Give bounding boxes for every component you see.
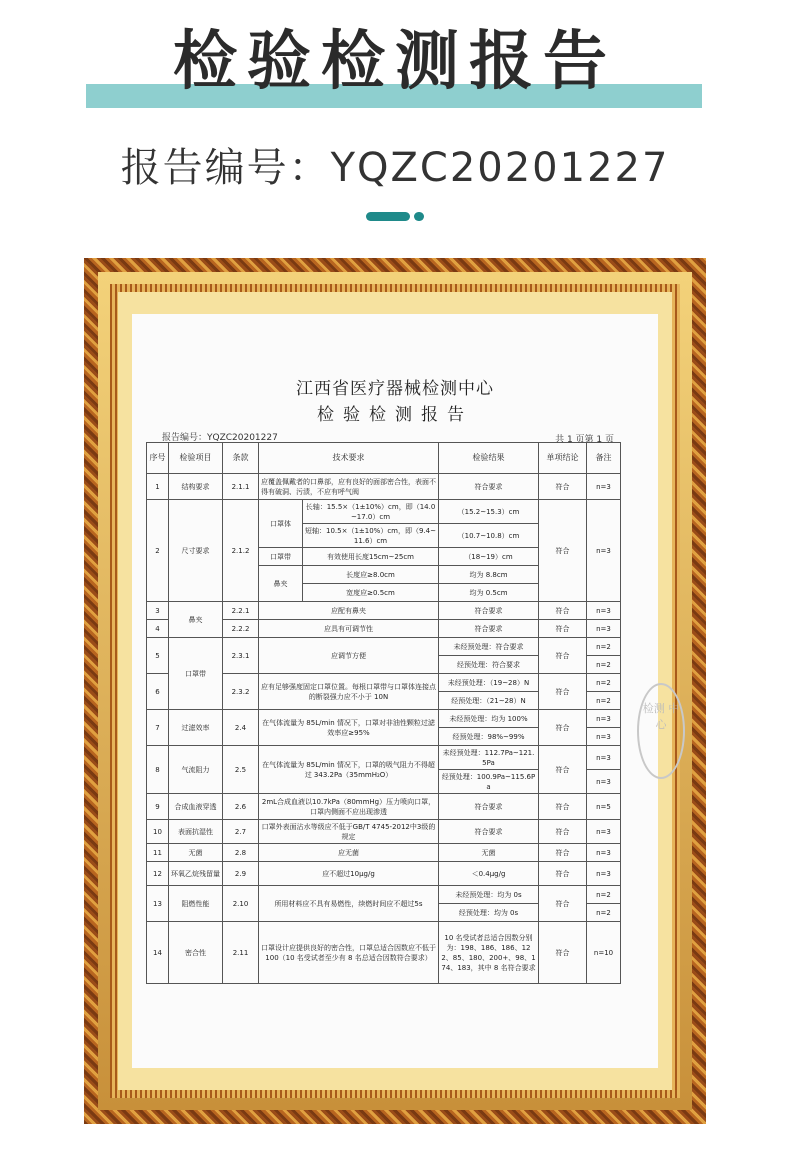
decor-dot	[414, 212, 424, 221]
table-row: 7 过滤效率 2.4 在气体流量为 85L/min 情况下，口罩对非油性颗粒过滤效率应≥95% 未经预处理：均为 100% 符合 n=3	[147, 710, 621, 728]
table-row: 9 合成血液穿透 2.6 2mL合成血液以10.7kPa（80mmHg）压力喷向口罩，口罩内侧面不应出现渗透 符合要求 符合 n=5	[147, 794, 621, 820]
table-row: 经预处理：98%~99% n=3	[147, 728, 621, 746]
table-row: 10 表面抗湿性 2.7 口罩外表面沾水等级应不低于GB/T 4745-2012中3级的规定 符合要求 符合 n=3	[147, 820, 621, 844]
document-title: 检验检测报告	[317, 405, 473, 425]
table-row: 口罩带 有效使用长度15cm~25cm （18~19）cm	[147, 548, 621, 566]
table-row: 宽度应≥0.5cm 均为 0.5cm	[147, 584, 621, 602]
col-header: 检验项目	[169, 443, 223, 474]
decor-dash	[366, 212, 410, 221]
table-row: 1 结构要求 2.1.1 应覆盖佩戴者的口鼻部，应有良好的面部密合性，表面不得有破洞、污渍，不应有呼气阀 符合要求 符合 n=3	[147, 474, 621, 500]
report-document	[132, 314, 658, 1068]
report-number: 报告编号：YQZC20201227	[120, 145, 670, 191]
table-row: 12 环氧乙烷残留量 2.9 应不超过10μg/g ＜0.4μg/g 符合 n=3	[147, 862, 621, 886]
official-seal: 检测 中心	[637, 683, 685, 779]
table-row: 短轴：10.5×（1±10%）cm，即（9.4~11.6）cm （10.7~10.8）cm	[147, 524, 621, 548]
gold-frame	[84, 258, 706, 1124]
table-row: 鼻夹 长度应≥8.0cm 均为 8.8cm	[147, 566, 621, 584]
table-row: 3 鼻夹 2.2.1 应配有鼻夹 符合要求 符合 n=3	[147, 602, 621, 620]
table-row: 5 口罩带 2.3.1 应调节方便 未经预处理：符合要求 符合 n=2	[147, 638, 621, 656]
col-header: 检验结果	[439, 443, 539, 474]
table-row: 13 阻燃性能 2.10 所用材料应不具有易燃性，续燃时间应不超过5s 未经预处理：均为 0s 符合 n=2	[147, 886, 621, 904]
table-row: 14 密合性 2.11 口罩设计应提供良好的密合性，口罩总适合因数应不低于 100（10 名受试者至少有 8 名总适合因数符合要求） 10 名受试者总适合因数分别为：198、186、186、122、85、180、200+、98、174、183，其中 8 名符合要求 符合 n=10	[147, 922, 621, 984]
col-header: 条款	[223, 443, 259, 474]
inspection-table	[146, 442, 621, 984]
page-indicator: 共 1 页第 1 页	[555, 435, 614, 445]
col-header: 技术要求	[259, 443, 439, 474]
col-header: 单项结论	[539, 443, 587, 474]
table-row: 经预处理：符合要求 n=2	[147, 656, 621, 674]
table-row: 经预处理：（21~28）N n=2	[147, 692, 621, 710]
table-header-row	[147, 443, 621, 474]
institution-name: 江西省医疗器械检测中心	[296, 379, 494, 399]
table-row: 经预处理：均为 0s n=2	[147, 904, 621, 922]
table-row: 经预处理：100.9Pa~115.6Pa n=3	[147, 770, 621, 794]
col-header: 序号	[147, 443, 169, 474]
table-row: 8 气流阻力 2.5 在气体流量为 85L/min 情况下，口罩的吸气阻力不得超过 343.2Pa（35mmH₂O） 未经预处理：112.7Pa~121.5Pa 符合 n=3	[147, 746, 621, 770]
page-title: 检验检测报告	[173, 25, 617, 99]
table-row: 6 2.3.2 应有足够强度固定口罩位置。每根口罩带与口罩体连接点的断裂强力应不小于 10N 未经预处理：（19~28）N 符合 n=2	[147, 674, 621, 692]
col-header: 备注	[587, 443, 621, 474]
table-row: 4 2.2.2 应具有可调节性 符合要求 符合 n=3	[147, 620, 621, 638]
table-row: 11 无菌 2.8 应无菌 无菌 符合 n=3	[147, 844, 621, 862]
document-report-number: 报告编号：YQZC20201227	[162, 433, 278, 443]
table-row: 2 尺寸要求 2.1.2 口罩体 长轴：15.5×（1±10%）cm，即（14.0~17.0）cm （15.2~15.3）cm 符合 n=3	[147, 500, 621, 524]
